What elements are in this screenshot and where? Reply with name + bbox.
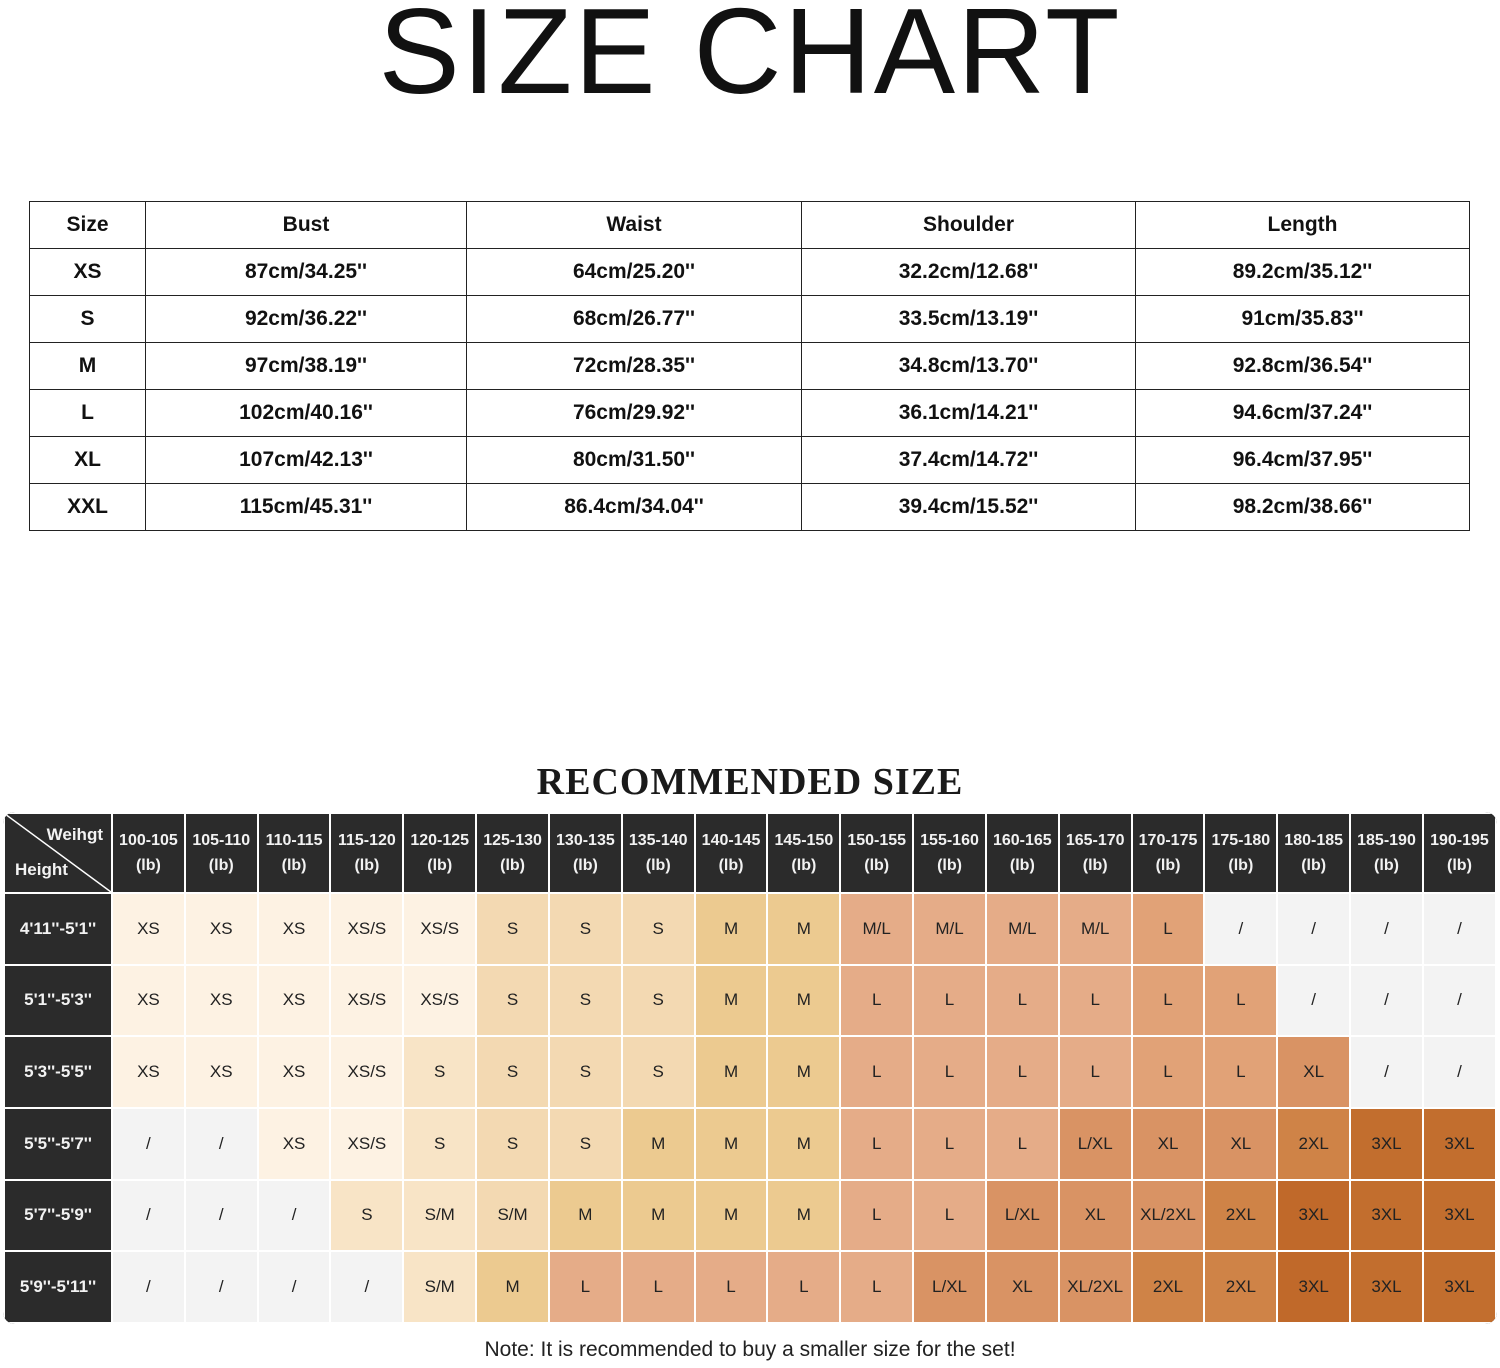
weight-unit: (lb) — [281, 857, 307, 874]
height-row — [4, 1108, 1496, 1180]
size-recommendation-cell: / — [258, 1251, 331, 1323]
size-recommendation-cell: M/L — [913, 893, 986, 965]
size-recommendation-cell: M — [476, 1251, 549, 1323]
size-recommendation-cell: / — [185, 1180, 258, 1252]
weight-range: 160-165 — [992, 832, 1052, 849]
size-recommendation-cell: L/XL — [986, 1180, 1059, 1252]
measurement-cell: 39.4cm/15.52'' — [802, 484, 1136, 531]
weight-header-row — [4, 813, 1496, 893]
weight-unit: (lb) — [572, 857, 598, 874]
size-recommendation-cell: L — [840, 965, 913, 1037]
table-row — [30, 390, 1470, 437]
measurement-cell: 107cm/42.13'' — [146, 437, 467, 484]
size-recommendation-cell: XL/2XL — [1132, 1180, 1205, 1252]
measurement-cell: 86.4cm/34.04'' — [467, 484, 802, 531]
measurement-cell: 34.8cm/13.70'' — [802, 343, 1136, 390]
size-recommendation-cell: XS/S — [330, 1108, 403, 1180]
weight-header-cell — [330, 813, 403, 893]
measurement-cell: 94.6cm/37.24'' — [1136, 390, 1470, 437]
size-recommendation-cell: XS — [185, 893, 258, 965]
size-recommendation-cell: L — [986, 1108, 1059, 1180]
page-title: SIZE CHART — [378, 0, 1122, 119]
weight-header-cell — [1132, 813, 1205, 893]
weight-header-cell — [549, 813, 622, 893]
size-recommendation-cell: 2XL — [1204, 1180, 1277, 1252]
header-shoulder: Shoulder — [802, 202, 1136, 249]
weight-unit: (lb) — [718, 857, 744, 874]
size-recommendation-cell: XS — [185, 965, 258, 1037]
size-recommendation-cell: M — [549, 1180, 622, 1252]
size-recommendation-cell: / — [112, 1180, 185, 1252]
size-recommendation-cell: L — [913, 965, 986, 1037]
weight-range: 175-180 — [1211, 832, 1271, 849]
weight-header-cell — [1204, 813, 1277, 893]
size-recommendation-cell: M — [767, 965, 840, 1037]
measurement-cell: 87cm/34.25'' — [146, 249, 467, 296]
size-recommendation-cell: M/L — [1059, 893, 1132, 965]
weight-header-cell — [476, 813, 549, 893]
size-recommendation-cell: S — [622, 893, 695, 965]
size-recommendation-cell: XL — [986, 1251, 1059, 1323]
size-recommendation-cell: XS — [185, 1036, 258, 1108]
weight-header-cell — [913, 813, 986, 893]
weight-header-cell — [185, 813, 258, 893]
size-recommendation-cell: 2XL — [1277, 1108, 1350, 1180]
weight-range: 110-115 — [265, 832, 323, 849]
weight-unit: (lb) — [937, 857, 962, 874]
table-row — [30, 437, 1470, 484]
weight-range: 120-125 — [410, 832, 470, 849]
size-recommendation-cell: L — [913, 1180, 986, 1252]
recommended-size-table — [3, 812, 1497, 1324]
size-recommendation-cell: L — [840, 1108, 913, 1180]
size-recommendation-cell: L — [767, 1251, 840, 1323]
size-recommendation-cell: S — [476, 1036, 549, 1108]
size-cell: XXL — [30, 484, 146, 531]
height-row — [4, 1251, 1496, 1323]
size-recommendation-cell: L/XL — [913, 1251, 986, 1323]
size-recommendation-cell: S — [549, 1108, 622, 1180]
weight-unit: (lb) — [208, 857, 234, 874]
size-recommendation-cell: L — [840, 1036, 913, 1108]
size-recommendation-cell: XS — [258, 965, 331, 1037]
size-recommendation-cell: L — [1132, 965, 1205, 1037]
size-recommendation-cell: 3XL — [1350, 1108, 1423, 1180]
height-label: 4'11''-5'1'' — [4, 893, 112, 965]
size-recommendation-cell: / — [1423, 965, 1496, 1037]
size-recommendation-cell: L — [1059, 1036, 1132, 1108]
table-row — [30, 296, 1470, 343]
size-recommendation-cell: L/XL — [1059, 1108, 1132, 1180]
size-recommendation-cell: S — [622, 1036, 695, 1108]
weight-range: 155-160 — [920, 832, 979, 849]
size-recommendation-cell: XS — [112, 965, 185, 1037]
size-recommendation-cell: XS — [112, 1036, 185, 1108]
recommendation-note: Note: It is recommended to buy a smaller size for the set! — [484, 1338, 1016, 1361]
weight-range: 100-105 — [119, 832, 178, 849]
weight-range: 150-155 — [847, 832, 907, 849]
size-recommendation-cell: L — [622, 1251, 695, 1323]
size-recommendation-cell: / — [1350, 893, 1423, 965]
size-recommendation-cell: 2XL — [1132, 1251, 1205, 1323]
size-recommendation-cell: S/M — [403, 1251, 476, 1323]
size-recommendation-cell: XS/S — [403, 893, 476, 965]
size-recommendation-cell: / — [1350, 965, 1423, 1037]
weight-range: 140-145 — [701, 832, 761, 849]
weight-header-cell — [1277, 813, 1350, 893]
size-recommendation-cell: 3XL — [1277, 1251, 1350, 1323]
measurement-cell: 36.1cm/14.21'' — [802, 390, 1136, 437]
size-recommendation-cell: XS/S — [403, 965, 476, 1037]
header-bust: Bust — [146, 202, 467, 249]
size-recommendation-cell: / — [112, 1108, 185, 1180]
header-length: Length — [1136, 202, 1470, 249]
size-recommendation-cell: XL — [1204, 1108, 1277, 1180]
size-recommendation-cell: / — [112, 1251, 185, 1323]
table-row — [30, 249, 1470, 296]
size-recommendation-cell: S — [622, 965, 695, 1037]
size-recommendation-cell: L — [695, 1251, 768, 1323]
measurement-cell: 91cm/35.83'' — [1136, 296, 1470, 343]
size-recommendation-cell: M — [767, 1036, 840, 1108]
size-recommendation-cell: 3XL — [1277, 1180, 1350, 1252]
weight-axis-label: Weihgt — [46, 825, 103, 844]
measurement-cell: 96.4cm/37.95'' — [1136, 437, 1470, 484]
weight-unit: (lb) — [500, 857, 525, 874]
weight-range: 180-185 — [1284, 832, 1344, 849]
measurement-cell: 76cm/29.92'' — [467, 390, 802, 437]
weight-unit: (lb) — [427, 857, 453, 874]
size-recommendation-cell: S — [330, 1180, 403, 1252]
header-size: Size — [30, 202, 146, 249]
table-row — [30, 343, 1470, 390]
measurement-cell: 115cm/45.31'' — [146, 484, 467, 531]
size-recommendation-cell: 3XL — [1350, 1180, 1423, 1252]
weight-range: 105-110 — [192, 832, 251, 849]
size-recommendation-cell: / — [1350, 1036, 1423, 1108]
size-recommendation-cell: M — [695, 1036, 768, 1108]
size-recommendation-cell: M — [767, 1108, 840, 1180]
size-recommendation-cell: XL — [1132, 1108, 1205, 1180]
size-recommendation-cell: L — [986, 1036, 1059, 1108]
size-cell: XS — [30, 249, 146, 296]
size-recommendation-cell: M — [767, 893, 840, 965]
weight-range: 190-195 — [1430, 832, 1489, 849]
size-recommendation-cell: L — [1204, 965, 1277, 1037]
weight-header-cell — [622, 813, 695, 893]
size-recommendation-cell: XS — [112, 893, 185, 965]
weight-unit: (lb) — [1155, 857, 1181, 874]
size-recommendation-cell: / — [1204, 893, 1277, 965]
size-recommendation-cell: / — [185, 1251, 258, 1323]
recommended-size-title: RECOMMENDED SIZE — [536, 761, 964, 803]
size-recommendation-cell: XL — [1059, 1180, 1132, 1252]
size-recommendation-cell: XL — [1277, 1036, 1350, 1108]
weight-unit: (lb) — [135, 857, 161, 874]
measurement-cell: 89.2cm/35.12'' — [1136, 249, 1470, 296]
weight-range: 125-130 — [483, 832, 542, 849]
weight-range: 145-150 — [774, 832, 834, 849]
size-recommendation-cell: L — [1204, 1036, 1277, 1108]
size-recommendation-cell: L — [840, 1251, 913, 1323]
size-recommendation-cell: L — [1059, 965, 1132, 1037]
weight-header-cell — [258, 813, 331, 893]
size-recommendation-cell: L — [1132, 893, 1205, 965]
height-label: 5'3''-5'5'' — [4, 1036, 112, 1108]
size-cell: S — [30, 296, 146, 343]
recommended-size-grid — [3, 812, 1497, 1324]
weight-unit: (lb) — [791, 857, 817, 874]
weight-header-cell — [840, 813, 913, 893]
weight-header-cell — [403, 813, 476, 893]
size-recommendation-cell: S — [549, 1036, 622, 1108]
size-recommendation-cell: S — [549, 965, 622, 1037]
height-label: 5'1''-5'3'' — [4, 965, 112, 1037]
size-recommendation-cell: 3XL — [1423, 1251, 1496, 1323]
measurement-cell: 37.4cm/14.72'' — [802, 437, 1136, 484]
size-recommendation-cell: / — [1423, 1036, 1496, 1108]
size-recommendation-cell: S/M — [476, 1180, 549, 1252]
size-recommendation-cell: L — [549, 1251, 622, 1323]
size-recommendation-cell: M — [695, 1108, 768, 1180]
measurement-cell: 64cm/25.20'' — [467, 249, 802, 296]
size-cell: M — [30, 343, 146, 390]
header-waist: Waist — [467, 202, 802, 249]
corner-cell — [4, 813, 112, 893]
measurement-cell: 102cm/40.16'' — [146, 390, 467, 437]
weight-header-cell — [695, 813, 768, 893]
size-recommendation-cell: / — [330, 1251, 403, 1323]
size-recommendation-cell: XS/S — [330, 965, 403, 1037]
size-measurement-table — [29, 201, 1470, 531]
size-recommendation-cell: / — [185, 1108, 258, 1180]
size-recommendation-cell: M/L — [986, 893, 1059, 965]
weight-unit: (lb) — [1301, 857, 1327, 874]
size-recommendation-cell: S — [403, 1036, 476, 1108]
weight-range: 165-170 — [1065, 832, 1125, 849]
weight-range: 185-190 — [1357, 832, 1416, 849]
measurement-cell: 68cm/26.77'' — [467, 296, 802, 343]
size-recommendation-cell: 2XL — [1204, 1251, 1277, 1323]
size-recommendation-cell: XS — [258, 893, 331, 965]
weight-header-cell — [986, 813, 1059, 893]
size-recommendation-cell: L — [913, 1036, 986, 1108]
size-recommendation-cell: M — [695, 893, 768, 965]
weight-unit: (lb) — [645, 857, 671, 874]
measurement-cell: 32.2cm/12.68'' — [802, 249, 1136, 296]
size-recommendation-cell: M/L — [840, 893, 913, 965]
weight-unit: (lb) — [1082, 857, 1108, 874]
size-recommendation-cell: XS — [258, 1036, 331, 1108]
measurement-cell: 72cm/28.35'' — [467, 343, 802, 390]
height-row — [4, 1180, 1496, 1252]
size-recommendation-cell: 3XL — [1350, 1251, 1423, 1323]
size-recommendation-cell: S — [476, 893, 549, 965]
weight-range: 170-175 — [1138, 832, 1198, 849]
table-header-row — [30, 202, 1470, 249]
size-recommendation-cell: L — [913, 1108, 986, 1180]
height-label: 5'9''-5'11'' — [4, 1251, 112, 1323]
measurement-cell: 92.8cm/36.54'' — [1136, 343, 1470, 390]
size-recommendation-cell: / — [258, 1180, 331, 1252]
measurement-cell: 33.5cm/13.19'' — [802, 296, 1136, 343]
size-cell: L — [30, 390, 146, 437]
measurement-cell: 80cm/31.50'' — [467, 437, 802, 484]
weight-header-cell — [1350, 813, 1423, 893]
size-recommendation-cell: L — [1132, 1036, 1205, 1108]
weight-header-cell — [1059, 813, 1132, 893]
size-recommendation-cell: / — [1277, 893, 1350, 965]
weight-unit: (lb) — [354, 857, 380, 874]
size-recommendation-cell: XS — [258, 1108, 331, 1180]
size-recommendation-cell: M — [622, 1108, 695, 1180]
weight-header-cell — [112, 813, 185, 893]
height-label: 5'7''-5'9'' — [4, 1180, 112, 1252]
size-recommendation-cell: XL/2XL — [1059, 1251, 1132, 1323]
height-row — [4, 893, 1496, 965]
weight-range: 130-135 — [556, 832, 615, 849]
height-row — [4, 1036, 1496, 1108]
table-row — [30, 484, 1470, 531]
size-cell: XL — [30, 437, 146, 484]
height-axis-label: Height — [15, 860, 68, 879]
size-recommendation-cell: M — [695, 965, 768, 1037]
weight-range: 115-120 — [337, 832, 396, 849]
size-recommendation-cell: XS/S — [330, 893, 403, 965]
size-recommendation-cell: S — [403, 1108, 476, 1180]
size-recommendation-cell: M — [767, 1180, 840, 1252]
weight-range: 135-140 — [628, 832, 688, 849]
height-row — [4, 965, 1496, 1037]
weight-unit: (lb) — [1009, 857, 1035, 874]
measurement-cell: 92cm/36.22'' — [146, 296, 467, 343]
size-recommendation-cell: S — [476, 1108, 549, 1180]
height-label: 5'5''-5'7'' — [4, 1108, 112, 1180]
weight-unit: (lb) — [864, 857, 890, 874]
size-recommendation-cell: / — [1277, 965, 1350, 1037]
size-recommendation-cell: 3XL — [1423, 1180, 1496, 1252]
size-recommendation-cell: L — [986, 965, 1059, 1037]
size-recommendation-cell: XS/S — [330, 1036, 403, 1108]
measurement-cell: 97cm/38.19'' — [146, 343, 467, 390]
size-recommendation-cell: / — [1423, 893, 1496, 965]
size-recommendation-cell: M — [695, 1180, 768, 1252]
size-recommendation-cell: S/M — [403, 1180, 476, 1252]
size-recommendation-cell: 3XL — [1423, 1108, 1496, 1180]
measurement-cell: 98.2cm/38.66'' — [1136, 484, 1470, 531]
weight-unit: (lb) — [1374, 857, 1399, 874]
size-recommendation-cell: S — [549, 893, 622, 965]
weight-unit: (lb) — [1447, 857, 1472, 874]
size-recommendation-cell: M — [622, 1180, 695, 1252]
weight-header-cell — [1423, 813, 1496, 893]
size-recommendation-cell: S — [476, 965, 549, 1037]
size-recommendation-cell: L — [840, 1180, 913, 1252]
weight-unit: (lb) — [1228, 857, 1254, 874]
weight-header-cell — [767, 813, 840, 893]
